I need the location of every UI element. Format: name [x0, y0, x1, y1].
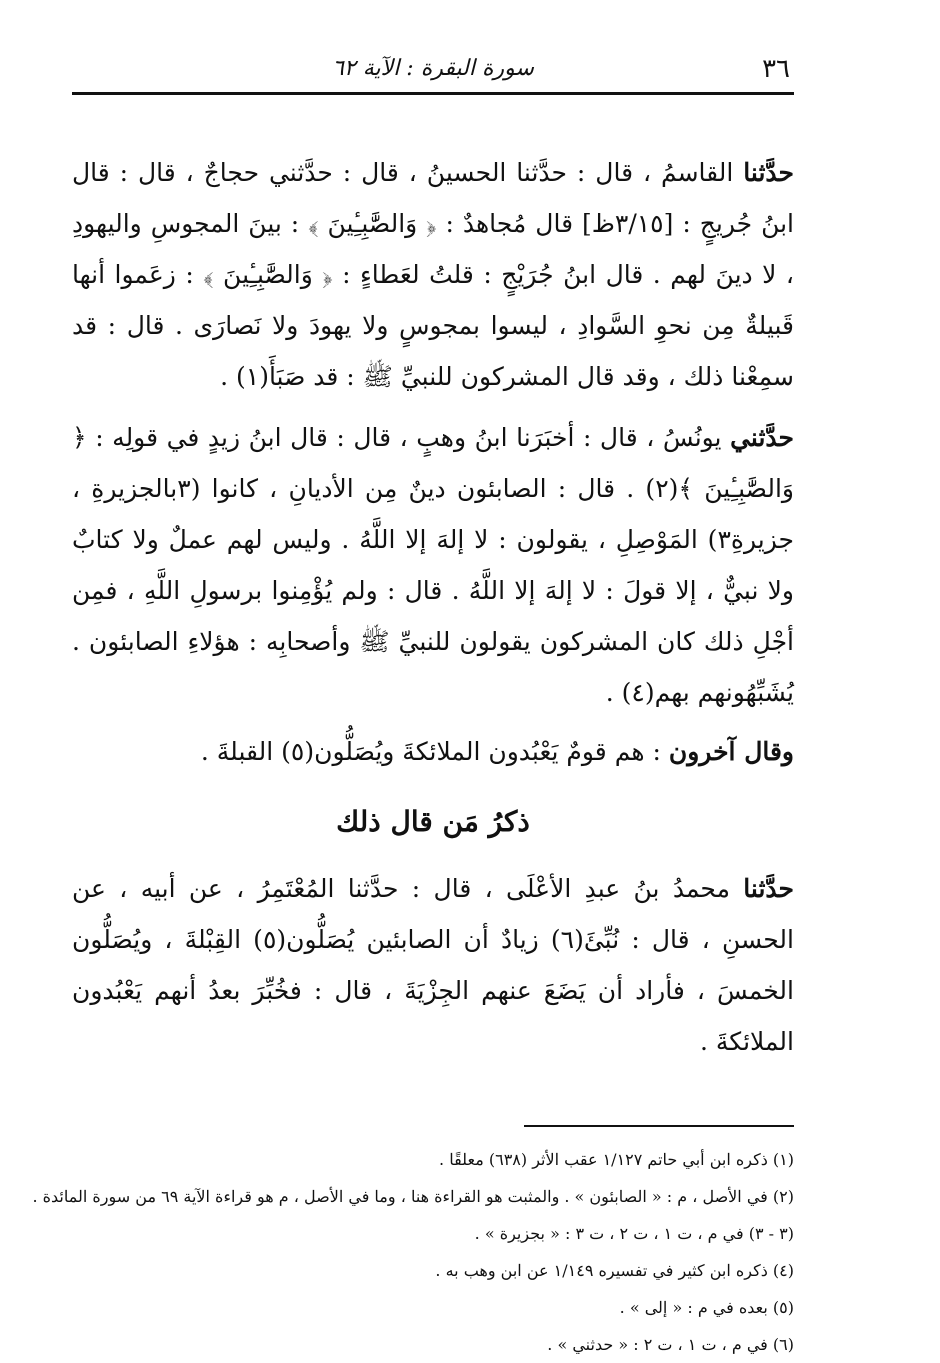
- page-header: [72, 48, 794, 95]
- paragraph-1-lead: حدَّثنا: [743, 158, 794, 187]
- footnote-5: (٥) بعده في م : « إلى » .: [619, 1298, 794, 1317]
- book-page: [32, 48, 795, 1354]
- footnote-separator: [524, 1125, 794, 1127]
- paragraph-2-lead: حدَّثني: [730, 423, 794, 452]
- page-number: ٣٦: [762, 54, 790, 84]
- footnote-3: (٣ - ٣) في م ، ت ١ ، ت ٢ ، ت ٣ : « بجزيرة » .: [474, 1224, 794, 1243]
- paragraph-1: [72, 147, 794, 402]
- paragraph-2: [72, 412, 794, 718]
- closing-paragraph-text: محمدُ بنُ عبدِ الأعْلَى ، قال : حدَّثنا المُعْتَمِرُ ، عن أبيه ، عن الحسنِ ، قال : نُبِّئَ(٦) زيادٌ أن الصابئين يُصَلُّون(٥) القِبْلةَ ، ويُصَلُّون الخمسَ ، فأراد أن يَضَعَ عنهم الجِزْيَةَ ، قال : فخُبِّرَ بعدُ أنهم يَعْبُدون الملائكةَ .: [72, 874, 794, 1056]
- footnote-1: (١) ذكره ابن أبي حاتم ١/١٢٧ عقب الأثر (٦٣٨) معلقًا .: [439, 1150, 794, 1169]
- footnote-2: (٢) في الأصل ، م : « الصابئون » . والمثبت هو القراءة هنا ، وما في الأصل ، م هو قراءة الآية ٦٩ من سورة المائدة .: [32, 1187, 794, 1206]
- running-title: سورة البقرة : الآية ٦٢: [332, 56, 534, 81]
- paragraph-1-text: القاسمُ ، قال : حدَّثنا الحسينُ ، قال : حدَّثني حجاجٌ ، قال : قال ابنُ جُريجٍ : [٣/١٥ظ] قال مُجاهدٌ : ﴿ وَالصَّٰبِـِٔينَ ﴾ : بينَ المجوسِ واليهودِ ، لا دينَ لهم . قال ابنُ جُرَيْجٍ : قلتُ لعَطاءٍ : ﴿ وَالصَّٰبِـِٔينَ ﴾ : زعَموا أنها قَبيلةٌ مِن نحوِ السَّوادِ ، ليسوا بمجوسٍ ولا يهودَ ولا نَصارَى . قال : قد سمِعْنا ذلك ، وقد قال المشركون للنبيِّ ﷺ : قد صَبَأَ(١) .: [72, 158, 795, 391]
- paragraph-3-lead: وقال آخرون: [668, 737, 794, 766]
- closing-paragraph: [72, 863, 794, 1067]
- closing-paragraph-lead: حدَّثنا: [743, 874, 794, 903]
- section-heading: ذكرُ مَن قال ذلك: [336, 805, 530, 838]
- paragraph-3-text: : هم قومٌ يَعْبُدون الملائكةَ ويُصَلُّون(٥) القبلةَ .: [200, 737, 669, 766]
- footnote-4: (٤) ذكره ابن كثير في تفسيره ١/١٤٩ عن ابن وهب به .: [435, 1261, 794, 1280]
- footnotes: [32, 1141, 794, 1363]
- paragraph-2-text: يونُسُ ، قال : أخبَرَنا ابنُ وهبٍ ، قال : قال ابنُ زيدٍ في قولِه : ﴿ وَالصَّٰبِـِٔينَ ﴾(٢) . قال : الصابئون دينٌ مِن الأديانِ ، كانوا (٣بالجزيرةِ ، جزيرةِ٣) المَوْصِلِ ، يقولون : لا إلهَ إلا اللَّهُ . وليس لهم عملٌ ولا كتابٌ ولا نبيٌّ ، إلا قولَ : لا إلهَ إلا اللَّهُ . قال : ولم يُؤْمِنوا برسولِ اللَّهِ ، فمِن أجْلِ ذلك كان المشركون يقولون للنبيِّ ﷺ وأصحابِه : هؤلاءِ الصابئون . يُشَبِّهُونهم بهم(٤) .: [72, 423, 794, 707]
- paragraph-3: [72, 726, 794, 777]
- footnote-6: (٦) في م ، ت ١ ، ت ٢ : « حدثني » .: [547, 1335, 794, 1354]
